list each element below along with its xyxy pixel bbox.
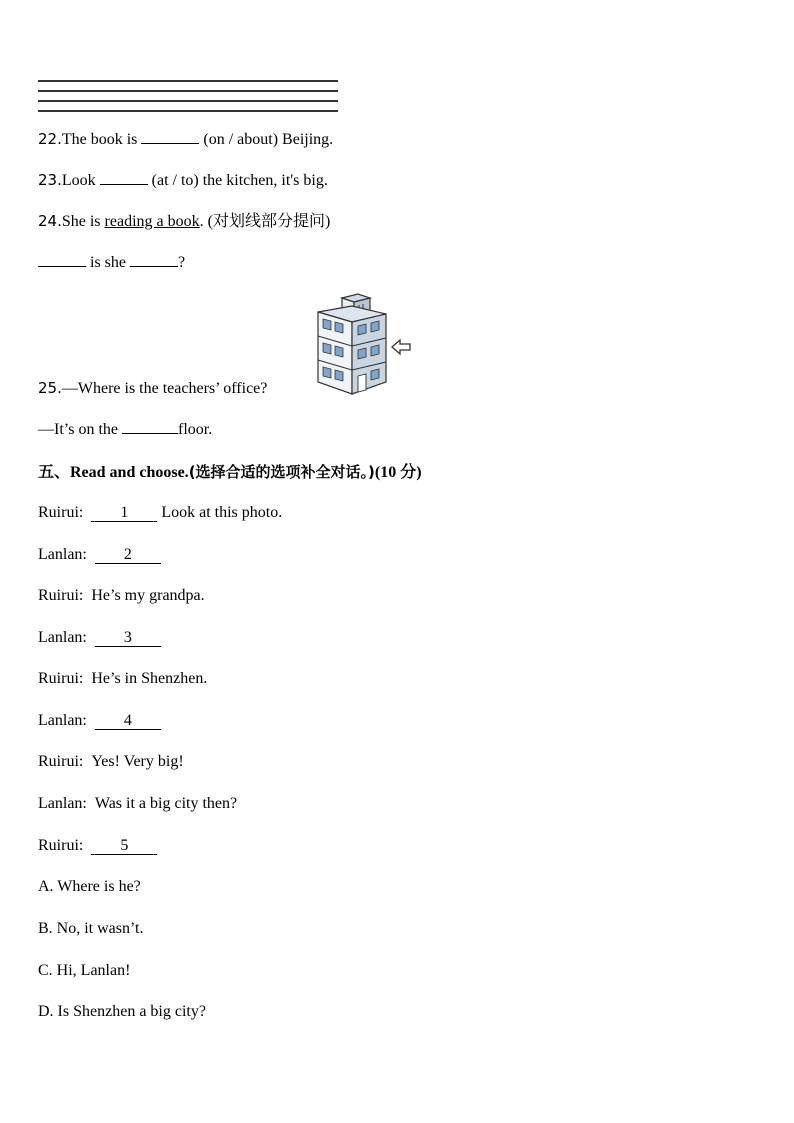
- dialogue-line: [38, 545, 161, 565]
- option-b: B. No, it wasn’t.: [38, 920, 144, 937]
- underlined-phrase: reading a book: [104, 213, 200, 230]
- dialogue-line: [38, 711, 161, 731]
- question-number: 23.: [38, 171, 62, 189]
- answer-blank[interactable]: [130, 266, 178, 267]
- answer-blank[interactable]: [38, 266, 86, 267]
- question-24: [38, 211, 330, 232]
- dialogue-line: [38, 586, 205, 606]
- answer-blank[interactable]: 5: [91, 837, 157, 855]
- answer-line-1: [38, 80, 338, 82]
- dialogue-line: [38, 628, 161, 648]
- answer-line-4: [38, 110, 338, 112]
- dialogue-line: [38, 794, 237, 814]
- speaker: Ruirui:: [38, 753, 84, 770]
- section-5-title: [38, 462, 422, 483]
- question-text: —It’s on the: [38, 421, 122, 438]
- question-text: (on / about) Beijing.: [199, 131, 334, 148]
- question-text: She is: [61, 213, 105, 230]
- dialogue-text: He’s in Shenzhen.: [91, 670, 208, 687]
- answer-blank[interactable]: 4: [95, 712, 161, 730]
- question-text: is she: [86, 254, 130, 271]
- answer-blank[interactable]: 2: [95, 546, 161, 564]
- question-text: floor.: [178, 421, 213, 438]
- dialogue-text: Look at this photo.: [157, 504, 283, 521]
- speaker: Ruirui:: [38, 504, 84, 521]
- speaker: Lanlan:: [38, 629, 87, 646]
- question-text: ?: [178, 254, 186, 271]
- answer-blank[interactable]: 1: [91, 504, 157, 522]
- option-d: D. Is Shenzhen a big city?: [38, 1003, 206, 1020]
- dialogue-line: [38, 752, 184, 772]
- question-22: [38, 129, 333, 150]
- speaker: Ruirui:: [38, 670, 84, 687]
- speaker: Lanlan:: [38, 712, 87, 729]
- answer-line-3: [38, 100, 338, 102]
- speaker: Lanlan:: [38, 546, 87, 563]
- speaker: Ruirui:: [38, 837, 84, 854]
- answer-blank[interactable]: 3: [95, 629, 161, 647]
- question-number: 22.: [38, 130, 62, 148]
- dialogue-text: He’s my grandpa.: [91, 587, 205, 604]
- question-text: The book is: [61, 131, 142, 148]
- dialogue-line: [38, 836, 157, 856]
- option-c: C. Hi, Lanlan!: [38, 962, 131, 979]
- question-number: 24.: [38, 212, 62, 230]
- dialogue-line: [38, 669, 207, 689]
- question-23: [38, 170, 328, 191]
- section-points: (10 分): [374, 464, 422, 481]
- answer-blank[interactable]: [122, 433, 178, 434]
- answer-line-2: [38, 90, 338, 92]
- speaker: Ruirui:: [38, 587, 84, 604]
- question-instruction: . (对划线部分提问): [199, 213, 331, 230]
- dialogue-text: Yes! Very big!: [91, 753, 184, 770]
- question-24-answer: [38, 253, 185, 273]
- question-text: Look: [61, 172, 100, 189]
- answer-blank[interactable]: [100, 184, 148, 185]
- office-building-icon: [312, 290, 416, 398]
- question-text: —Where is the teachers’ office?: [61, 380, 268, 397]
- question-text: (at / to) the kitchen, it's big.: [147, 172, 328, 189]
- option-a: A. Where is he?: [38, 878, 141, 895]
- section-heading: 五、Read and choose.: [38, 464, 189, 481]
- building-illustration: [312, 290, 416, 403]
- question-25-answer: [38, 420, 212, 440]
- answer-blank[interactable]: [141, 143, 199, 144]
- speaker: Lanlan:: [38, 795, 87, 812]
- section-instruction: (选择合适的选项补全对话。): [188, 463, 375, 481]
- dialogue-line: [38, 503, 282, 523]
- question-number: 25.: [38, 379, 62, 397]
- dialogue-text: Was it a big city then?: [94, 795, 238, 812]
- question-25: [38, 378, 267, 399]
